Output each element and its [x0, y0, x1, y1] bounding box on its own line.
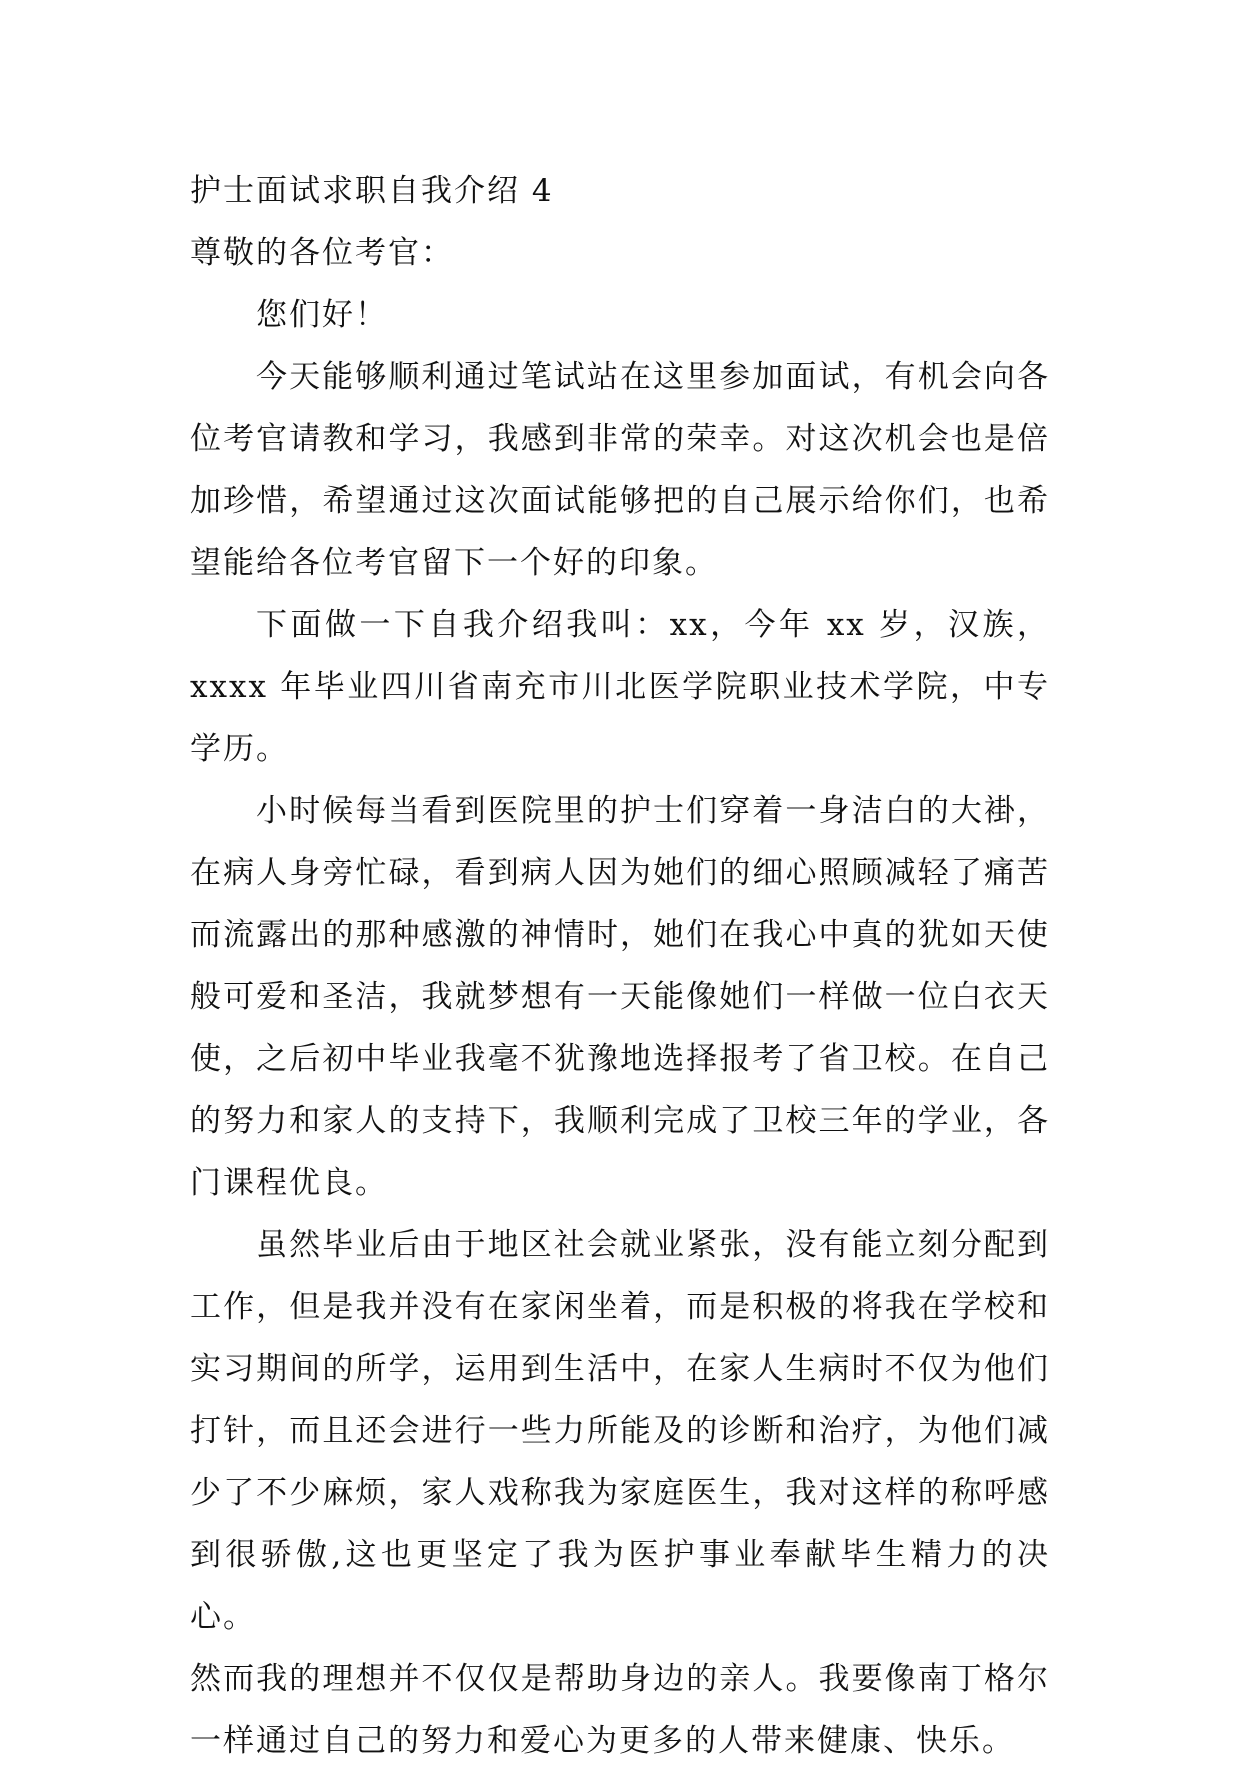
document-title: 护士面试求职自我介绍 4	[190, 173, 554, 209]
greeting-paragraph: 您们好！	[256, 297, 388, 333]
body-paragraph: 然而我的理想并不仅仅是帮助身边的亲人。我要像南丁格尔一样通过自己的努力和爱心为更多的人带来健康、快乐。	[190, 1661, 1050, 1759]
body-paragraph: 今天能够顺利通过笔试站在这里参加面试，有机会向各位考官请教和学习，我感到非常的荣幸。对这次机会也是倍加珍惜，希望通过这次面试能够把的自己展示给你们，也希望能给各位考官留下一个好的印象。	[190, 359, 1050, 581]
body-paragraph: 下面做一下自我介绍我叫：xx，今年 xx 岁，汉族，xxxx 年毕业四川省南充市川北医学院职业技术学院，中专学历。	[190, 607, 1050, 767]
body-paragraph: 小时候每当看到医院里的护士们穿着一身洁白的大褂，在病人身旁忙碌，看到病人因为她们的细心照顾减轻了痛苦而流露出的那种感激的神情时，她们在我心中真的犹如天使般可爱和圣洁，我就梦想有一天能像她们一样做一位白衣天使，之后初中毕业我毫不犹豫地选择报考了省卫校。在自己的努力和家人的支持下，我顺利完成了卫校三年的学业，各门课程优良。	[190, 793, 1050, 1201]
salutation: 尊敬的各位考官：	[190, 235, 454, 271]
document-body	[190, 160, 1050, 1772]
body-paragraph: 虽然毕业后由于地区社会就业紧张，没有能立刻分配到工作，但是我并没有在家闲坐着，而是积极的将我在学校和实习期间的所学，运用到生活中，在家人生病时不仅为他们打针，而且还会进行一些力所能及的诊断和治疗，为他们减少了不少麻烦，家人戏称我为家庭医生，我对这样的称呼感到很骄傲,这也更坚定了我为医护事业奉献毕生精力的决心。	[190, 1227, 1050, 1635]
